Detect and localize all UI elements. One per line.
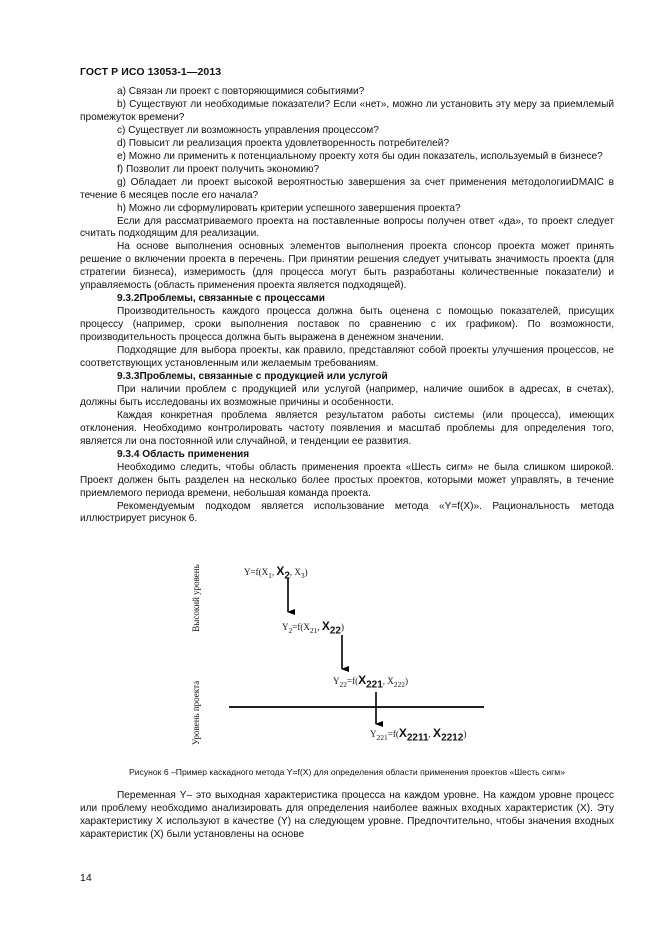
paragraph: Необходимо следить, чтобы область применения проекта «Шесть сигм» не была слишком широкой. Проект должен быть разделен на несколько более простых проектов, которыми может управлять, в течение приемлемого периода времени, небольшая команда проекта. xyxy=(80,461,614,499)
paragraph: Подходящие для выбора проекты, как правило, представляют собой проекты улучшения процессов, не соответствующих установленным или желаемым требованиям. xyxy=(80,345,614,370)
question-h: h) Можно ли сформулировать критерии успешного завершения проекта? xyxy=(117,202,461,214)
paragraph: Рекомендуемым подходом является использование метода «Y=f(X)». Рациональность метода иллюстрирует рисунок 6. xyxy=(80,500,614,525)
figure-caption: Рисунок 6 –Пример каскадного метода Y=f(X) для определения области применения проектов «Шесть сигм» xyxy=(129,767,565,777)
question-b: b) Существуют ли необходимые показатели? Если «нет», можно ли установить эту меру за приемлемый промежуток времени? xyxy=(80,98,614,123)
figure-lines xyxy=(170,556,530,756)
section-heading-933: 9.3.3Проблемы, связанные с продукцией или услугой xyxy=(117,370,388,382)
section-heading-934: 9.3.4 Область применения xyxy=(117,448,250,460)
axis-label-project-level: Уровень проекта xyxy=(191,680,201,746)
question-d: d) Повысит ли реализация проекта удовлетворенность потребителей? xyxy=(117,137,450,149)
paragraph: На основе выполнения основных элементов выполнения проекта спонсор проекта может принять решение о включении проекта в перечень. При принятии решения следует учитывать значимость проекта (для стратегии бизнеса), измеримость (для процесса могут быть разработаны количественные показатели) и управляемость (область применения проекта является подходящей). xyxy=(80,241,614,292)
question-g: g) Обладает ли проект высокой вероятностью завершения за счет применения методологииDMAIC в течение 6 месяцев после его начала? xyxy=(80,176,614,201)
axis-label-high-level: Высокий уровень xyxy=(191,564,201,632)
equation-4: $Y_{221}=f(X_{2211}$, $X_{2212}$) xyxy=(370,726,467,744)
paragraph: Переменная Y– это выходная характеристика процесса на каждом уровне. На каждом уровне процесс или проблему необходимо анализировать для определения наиболее важных входных характеристик (X). Эту характеристику X используют в качестве (Y) на следующем уровне. Предпочтительно, чтобы значения входных характеристик (X) были установлены на основе xyxy=(80,790,614,840)
figure-6 xyxy=(170,556,530,756)
question-f: f) Позволит ли проект получить экономию? xyxy=(117,163,320,175)
question-e: e) Можно ли применить к потенциальному проекту хотя бы один показатель, используемый в бизнесе? xyxy=(117,150,603,162)
page-header: ГОСТ Р ИСО 13053-1—2013 xyxy=(80,66,222,78)
equation-1: $Y=f(X_1$, $X_2$, $X_3$) xyxy=(244,564,308,582)
equation-3: $Y_{22}=f(X_{221}$, $X_{222}$) xyxy=(333,673,409,691)
main-text xyxy=(80,86,614,526)
after-figure-text xyxy=(80,789,614,841)
paragraph: Если для рассматриваемого проекта на поставленные вопросы получен ответ «да», то проект следует считать подходящим для реализации. xyxy=(80,215,614,240)
question-a: a) Связан ли проект с повторяющимися событиями? xyxy=(117,86,365,97)
section-heading-932: 9.3.2Проблемы, связанные с процессами xyxy=(117,293,325,305)
paragraph: При наличии проблем с продукцией или услугой (например, наличие ошибок в адресах, в счетах), должны быть исследованы их возможные причины и особенности. xyxy=(80,383,614,408)
equation-2: $Y_2=f(X_{21}$, $X_{22}$) xyxy=(282,619,344,637)
paragraph: Каждая конкретная проблема является результатом работы системы (или процесса), имеющих отклонения. Необходимо контролировать частоту появления и масштаб проблемы для определения того, является ли она постоянной или случайной, и тенденции ее развития. xyxy=(80,409,614,447)
paragraph: Производительность каждого процесса должна быть оценена с помощью показателей, присущих процессу (например, сроки выполнения поставок по сравнению с их графиком). По возможности, производительность процесса должна быть выражена в денежном значении. xyxy=(80,306,614,344)
question-c: c) Существует ли возможность управления процессом? xyxy=(117,124,379,136)
page-number: 14 xyxy=(80,872,92,884)
